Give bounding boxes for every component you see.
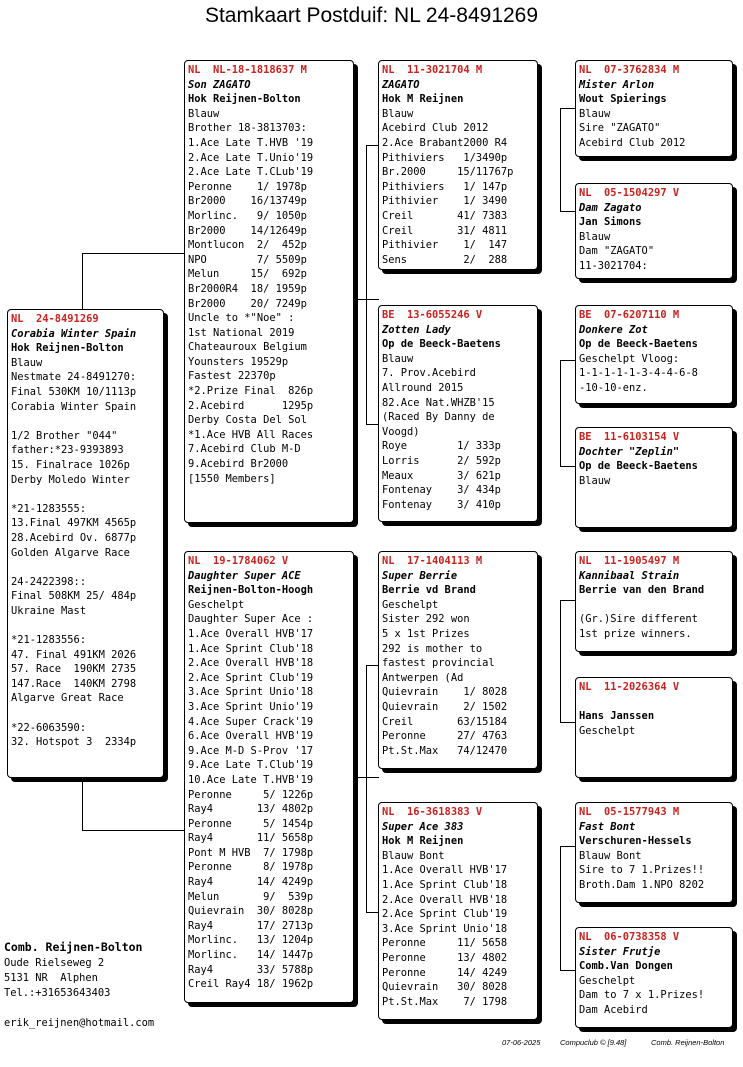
info-line: *1.Ace HVB All Races	[188, 428, 314, 441]
info-line: Blauw Bont	[382, 849, 445, 862]
info-line: Br2000R4 18/ 1959p	[188, 282, 307, 295]
info-line: Melun 9/ 539p	[188, 890, 314, 903]
pigeon-name: Fast Bont	[579, 820, 636, 833]
ring-number: BE 07-6207110 M	[579, 309, 680, 321]
breeder-name: Hok Reijnen-Bolton	[11, 342, 124, 355]
ring-number: BE 11-6103154 V	[579, 431, 680, 443]
info-line: Acebird Club 2012	[382, 122, 489, 135]
info-line: 82.Ace Nat.WHZB'15	[382, 396, 495, 409]
info-line: 1.Ace Sprint Club'18	[382, 878, 508, 891]
info-line: 2.Ace Brabant2000 R4	[382, 136, 508, 149]
info-line: Fontenay 3/ 434p	[382, 484, 501, 497]
pigeon-card-mother-sire	[378, 551, 538, 769]
info-line: 2.Ace Overall HVB'18	[382, 893, 508, 906]
info-line: (Gr.)Sire different	[579, 613, 698, 626]
ring-number: NL 17-1404113 M	[382, 555, 483, 567]
info-line: Ray4 14/ 4249p	[188, 876, 314, 889]
pigeon-name: Sister Frutje	[579, 945, 661, 958]
info-line: Pithiviers 1/ 147p	[382, 180, 508, 193]
connector-line	[560, 360, 575, 361]
info-line: Peronne 8/ 1978p	[188, 861, 314, 874]
info-line: Corabia Winter Spain	[11, 400, 137, 413]
pigeon-name: Kannibaal Strain	[579, 569, 680, 582]
ring-number: BE 13-6055246 V	[382, 309, 483, 321]
info-line: Brother 18-3813703:	[188, 122, 307, 135]
info-line: Sire "ZAGATO"	[579, 122, 661, 135]
info-line: Quievrain 2/ 1502	[382, 700, 508, 713]
info-line: *22-6063590:	[11, 721, 87, 734]
info-line: 7.Acebird Club M-D	[188, 443, 301, 456]
ring-number: NL 24-8491269	[11, 313, 99, 325]
ring-number: NL 11-3021704 M	[382, 64, 483, 76]
owner-phone: Tel.:+31653643403	[4, 987, 111, 999]
owner-address-line1: Oude Rielseweg 2	[4, 957, 105, 969]
connector-line	[82, 830, 186, 831]
info-line: Sister 292 won	[382, 613, 470, 626]
info-line: 1.Ace Late T.HVB '19	[188, 136, 314, 149]
pigeon-card-mm-dam	[575, 927, 733, 1028]
connector-line	[560, 360, 561, 467]
pigeon-card-mother	[184, 551, 354, 1003]
info-line	[579, 598, 729, 613]
info-line: Derby Costa Del Sol	[188, 414, 307, 427]
info-line: 3.Ace Sprint Unio'19	[188, 700, 314, 713]
pigeon-name: Mister Arlon	[579, 78, 655, 91]
info-line: Br2000 14/12649p	[188, 224, 307, 237]
info-line: Ray4 11/ 5658p	[188, 832, 314, 845]
info-line: Dam to 7 x 1.Prizes!	[579, 989, 705, 1002]
info-line: Pt.St.Max 74/12470	[382, 744, 508, 757]
breeder-name: Op de Beeck-Baetens	[579, 338, 698, 351]
info-line: Geschelpt Vloog:	[579, 352, 680, 365]
info-line: 2.Ace Sprint Club'19	[188, 671, 314, 684]
breeder-name: Berrie vd Brand	[382, 584, 476, 597]
info-line: Br2000 16/13749p	[188, 195, 307, 208]
info-line: Blauw	[579, 474, 611, 487]
info-line: Uncle to *"Noe" :	[188, 312, 295, 325]
connector-line	[560, 600, 575, 601]
info-line: Algarve Great Race	[11, 692, 124, 705]
info-line: Dam Acebird	[579, 1003, 648, 1016]
info-line: 9.Ace M-D S-Prov '17	[188, 744, 314, 757]
pigeon-card-subject	[7, 309, 164, 778]
info-line: (Raced By Danny de	[382, 411, 495, 424]
info-line: Montlucon 2/ 452p	[188, 239, 307, 252]
info-line: Voogd)	[382, 425, 420, 438]
breeder-name: Hok M Reijnen	[382, 835, 464, 848]
info-line: 3.Ace Sprint Unio'18	[188, 686, 314, 699]
info-line: Morlinc. 9/ 1050p	[188, 209, 307, 222]
info-line: 1.Ace Overall HVB'17	[188, 627, 314, 640]
info-line: 2.Ace Late T.Unio'19	[188, 151, 314, 164]
info-line: Morlinc. 14/ 1447p	[188, 949, 314, 962]
info-line: 15. Finalrace 1026p	[11, 458, 130, 471]
info-line: 1.Ace Overall HVB'17	[382, 864, 508, 877]
info-line: 24-2422398::	[11, 575, 87, 588]
ring-number: NL 05-1577943 M	[579, 806, 680, 818]
breeder-name: Op de Beeck-Baetens	[382, 338, 501, 351]
owner-block	[4, 940, 154, 1031]
info-line: Br.2000 15/11767p	[382, 166, 514, 179]
info-line: 1-1-1-1-1-3-4-4-6-8	[579, 367, 698, 380]
info-line: 7. Prov.Acebird	[382, 367, 476, 380]
breeder-name: Jan Simons	[579, 216, 642, 229]
info-line: Blauw Bont	[579, 849, 642, 862]
info-line	[11, 560, 160, 575]
pigeon-name: Corabia Winter Spain	[11, 327, 137, 340]
info-line	[11, 706, 160, 721]
connector-line	[560, 722, 575, 723]
info-line: 47. Final 491KM 2026	[11, 648, 137, 661]
ring-number: NL 06-0738358 V	[579, 931, 680, 943]
info-line: 11-3021704:	[579, 259, 648, 272]
breeder-name: Reijnen-Bolton-Hoogh	[188, 584, 314, 597]
info-line: Blauw	[579, 107, 611, 120]
pigeon-name: Super Ace 383	[382, 820, 464, 833]
pigeon-card-ff-dam	[575, 183, 733, 279]
info-line: Fontenay 3/ 410p	[382, 498, 501, 511]
info-line: Peronne 5/ 1226p	[188, 788, 314, 801]
info-line: -10-10-enz.	[579, 381, 648, 394]
connector-line	[82, 253, 83, 309]
info-line: Acebird Club 2012	[579, 136, 686, 149]
pigeon-card-father-dam	[378, 305, 538, 522]
pigeon-name: Dam Zagato	[579, 201, 642, 214]
pigeon-card-mm-sire	[575, 802, 733, 903]
info-line: Morlinc. 13/ 1204p	[188, 934, 314, 947]
ring-number: NL 11-1905497 M	[579, 555, 680, 567]
info-line: Broth.Dam 1.NPO 8202	[579, 878, 705, 891]
info-line: Sire to 7 1.Prizes!!	[579, 864, 705, 877]
pigeon-card-mother-dam	[378, 802, 538, 1020]
info-line: Blauw	[11, 356, 43, 369]
info-line: Blauw	[579, 230, 611, 243]
breeder-name: Berrie van den Brand	[579, 584, 705, 597]
breeder-name: Hok M Reijnen	[382, 93, 464, 106]
info-line: 1st prize winners.	[579, 627, 692, 640]
pigeon-name	[579, 695, 729, 710]
footer-owner: Comb. Reijnen-Bolton	[651, 1038, 725, 1047]
info-line: Peronne 27/ 4763	[382, 730, 508, 743]
info-line: Lorris 2/ 592p	[382, 454, 501, 467]
info-line: Creil 41/ 7383	[382, 209, 508, 222]
breeder-name: Comb.Van Dongen	[579, 960, 673, 973]
pigeon-name: Daughter Super ACE	[188, 569, 301, 582]
info-line: 13.Final 497KM 4565p	[11, 517, 137, 530]
info-line: Pt.St.Max 7/ 1798	[382, 995, 508, 1008]
info-line: Ray4 33/ 5788p	[188, 963, 314, 976]
info-line: Creil 31/ 4811	[382, 224, 508, 237]
ring-number: NL 16-3618383 V	[382, 806, 483, 818]
info-line: NPO 7/ 5509p	[188, 253, 307, 266]
info-line: 1/2 Brother "044"	[11, 429, 118, 442]
info-line: 2.Ace Late T.CLub'19	[188, 166, 314, 179]
info-line: Geschelpt	[382, 598, 439, 611]
info-line: 1st National 2019	[188, 326, 295, 339]
ring-number: NL 05-1504297 V	[579, 187, 680, 199]
info-line	[11, 618, 160, 633]
info-line: *21-1283556:	[11, 634, 87, 647]
breeder-name: Wout Spierings	[579, 93, 667, 106]
info-line: Ukraine Mast	[11, 604, 87, 617]
pigeon-card-father-sire	[378, 60, 538, 270]
info-line: Peronne 5/ 1454p	[188, 817, 314, 830]
info-line: 32. Hotspot 3 2334p	[11, 736, 137, 749]
ring-number: NL 07-3762834 M	[579, 64, 680, 76]
info-line: 57. Race 190KM 2735	[11, 663, 137, 676]
info-line: Daughter Super Ace :	[188, 613, 314, 626]
connector-line	[82, 253, 186, 254]
pigeon-card-father	[184, 60, 354, 523]
info-line: 292 is mother to	[382, 642, 483, 655]
pigeon-card-mf-sire	[575, 551, 733, 652]
pigeon-name: Dochter "Zeplin"	[579, 445, 680, 458]
info-line: Blauw	[382, 352, 414, 365]
pigeon-card-ff-sire	[575, 60, 733, 157]
info-line: Chateauroux Belgium	[188, 341, 307, 354]
connector-line	[366, 145, 367, 425]
footer-software: Compuclub © [9.48]	[560, 1038, 627, 1047]
ring-number: NL 19-1784062 V	[188, 555, 289, 567]
info-line: fastest provincial	[382, 657, 495, 670]
info-line: Pithiviers 1/3490p	[382, 151, 508, 164]
breeder-name: Verschuren-Hessels	[579, 835, 692, 848]
info-line: Final 530KM 10/1113p	[11, 385, 137, 398]
info-line: Br2000 20/ 7249p	[188, 297, 307, 310]
info-line: Dam "ZAGATO"	[579, 245, 655, 258]
info-line: Antwerpen (Ad	[382, 671, 464, 684]
info-line: Peronne 13/ 4802	[382, 951, 508, 964]
info-line: Golden Algarve Race	[11, 546, 130, 559]
info-line: 4.Ace Super Crack'19	[188, 715, 314, 728]
info-line: Geschelpt	[579, 974, 636, 987]
info-line: Melun 15/ 692p	[188, 268, 307, 281]
info-line: 147.Race 140KM 2798	[11, 677, 137, 690]
info-line: Pithivier 1/ 147	[382, 239, 508, 252]
info-line: Quievrain 30/ 8028	[382, 981, 508, 994]
info-line: Quievrain 1/ 8028	[382, 686, 508, 699]
footer-date: 07-06-2025	[502, 1038, 541, 1047]
info-line: *2.Prize Final 826p	[188, 385, 314, 398]
info-line: Pithivier 1/ 3490	[382, 195, 508, 208]
connector-line	[560, 846, 575, 847]
info-line	[11, 414, 160, 429]
connector-line	[560, 600, 561, 723]
info-line: 3.Ace Sprint Unio'18	[382, 922, 508, 935]
owner-address-line2: 5131 NR Alphen	[4, 972, 98, 984]
info-line: 28.Acebird Ov. 6877p	[11, 531, 137, 544]
info-line: 2.Acebird 1295p	[188, 399, 314, 412]
owner-name: Comb. Reijnen-Bolton	[4, 940, 143, 954]
info-line: Creil 63/15184	[382, 715, 508, 728]
info-line: Ray4 13/ 4802p	[188, 803, 314, 816]
info-line: Fastest 22370p	[188, 370, 276, 383]
info-line: Roye 1/ 333p	[382, 440, 501, 453]
info-line	[11, 487, 160, 502]
page-title: Stamkaart Postduif: NL 24-8491269	[204, 4, 539, 27]
info-line: Quievrain 30/ 8028p	[188, 905, 314, 918]
info-line: Younsters 19529p	[188, 355, 289, 368]
info-line: Geschelpt	[579, 724, 636, 737]
info-line: 9.Acebird Br2000	[188, 458, 289, 471]
ring-number: NL NL-18-1818637 M	[188, 64, 307, 76]
info-line: Pont M HVB 7/ 1798p	[188, 846, 314, 859]
info-line: father:*23-9393893	[11, 444, 124, 457]
connector-line	[560, 211, 575, 212]
connector-line	[560, 970, 575, 971]
pigeon-card-mf-dam	[575, 677, 733, 778]
info-line: Blauw	[382, 107, 414, 120]
breeder-name: Hok Reijnen-Bolton	[188, 93, 301, 106]
pigeon-name: Son ZAGATO	[188, 78, 251, 91]
breeder-name: Hans Janssen	[579, 710, 655, 723]
info-line: Ray4 17/ 2713p	[188, 919, 314, 932]
connector-line	[560, 108, 561, 212]
info-line: Peronne 1/ 1978p	[188, 180, 307, 193]
info-line: Peronne 11/ 5658	[382, 937, 508, 950]
info-line: 6.Ace Overall HVB'19	[188, 730, 314, 743]
info-line: Sens 2/ 288	[382, 253, 508, 266]
breeder-name: Op de Beeck-Baetens	[579, 460, 698, 473]
info-line: 10.Ace Late T.HVB'19	[188, 773, 314, 786]
info-line: *21-1283555:	[11, 502, 87, 515]
info-line: 9.Ace Late T.Club'19	[188, 759, 314, 772]
info-line: 5 x 1st Prizes	[382, 627, 470, 640]
info-line: 2.Ace Overall HVB'18	[188, 657, 314, 670]
info-line: 2.Ace Sprint Club'19	[382, 908, 508, 921]
info-line: Nestmate 24-8491270:	[11, 371, 137, 384]
info-line: Derby Moledo Winter	[11, 473, 130, 486]
info-line: Creil Ray4 18/ 1962p	[188, 978, 314, 991]
info-line: Blauw	[188, 107, 220, 120]
info-line: Final 508KM 25/ 484p	[11, 590, 137, 603]
pigeon-card-fm-dam	[575, 427, 733, 528]
pigeon-name: Zotten Lady	[382, 323, 451, 336]
connector-line	[560, 466, 575, 467]
info-line: Meaux 3/ 621p	[382, 469, 501, 482]
connector-line	[560, 846, 561, 971]
ring-number: NL 11-2026364 V	[579, 681, 680, 693]
info-line: 1.Ace Sprint Club'18	[188, 642, 314, 655]
owner-email: erik_reijnen@hotmail.com	[4, 1017, 155, 1029]
pigeon-name: ZAGATO	[382, 78, 420, 91]
pigeon-name: Donkere Zot	[579, 323, 648, 336]
info-line: [1550 Members]	[188, 472, 276, 485]
connector-line	[82, 778, 83, 831]
info-line: Geschelpt	[188, 598, 245, 611]
info-line: Peronne 14/ 4249	[382, 966, 508, 979]
info-line: Allround 2015	[382, 381, 464, 394]
connector-line	[366, 665, 367, 913]
pigeon-card-fm-sire	[575, 305, 733, 404]
connector-line	[560, 108, 575, 109]
pigeon-name: Super Berrie	[382, 569, 458, 582]
